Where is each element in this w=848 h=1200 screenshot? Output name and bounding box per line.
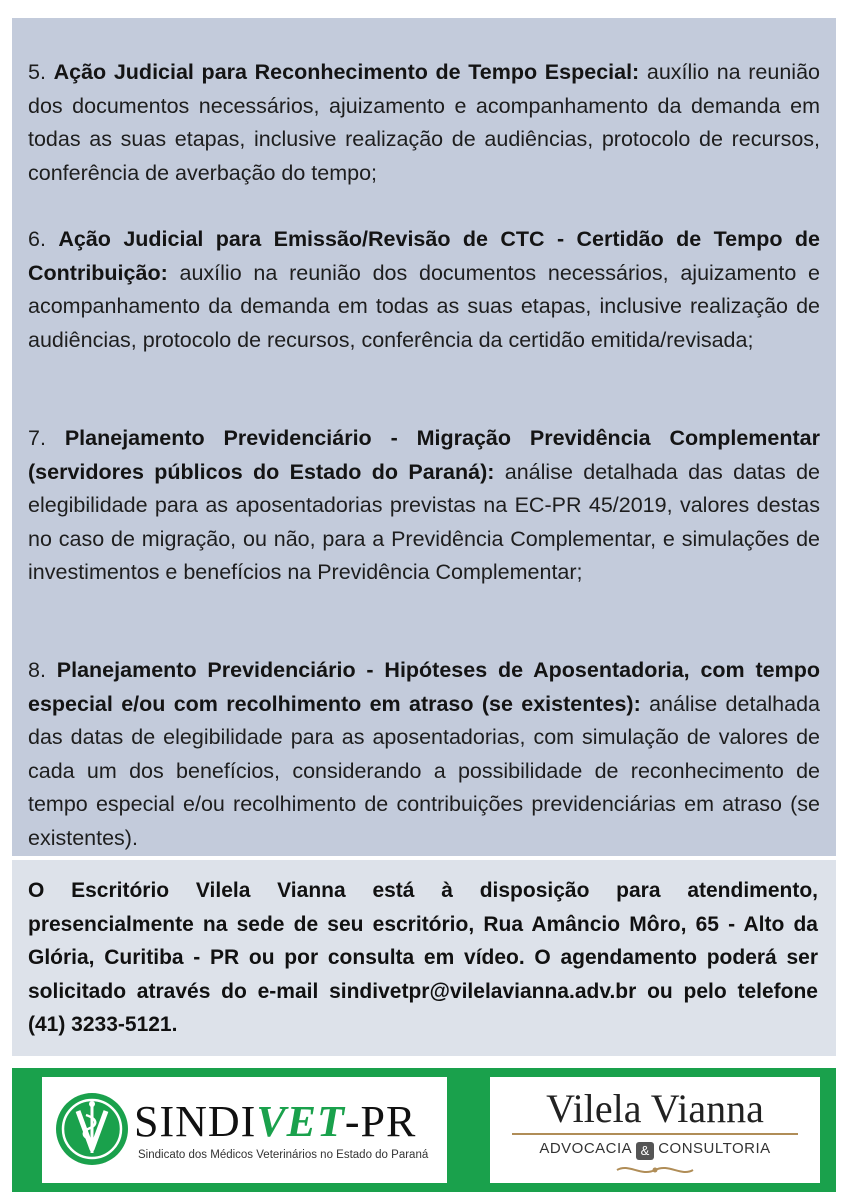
- services-panel: [12, 18, 836, 856]
- item-title: Planejamento Previdenciário - Hipóteses de Aposentadoria, com tempo especial e/ou com recolhimento em atraso (se existentes):: [28, 658, 820, 716]
- flourish-icon: [615, 1163, 695, 1177]
- vilela-vianna-subtitle: ADVOCACIA & CONSULTORIA: [539, 1140, 771, 1158]
- contact-text: O Escritório Vilela Vianna está à disposição para atendimento, presencialmente na sede de seu escritório, Rua Amâncio Môro, 65 - Alto da Glória, Curitiba - PR ou por consulta em vídeo. O agendamento poderá ser solicitado através do e-mail sindivetpr@vilelavianna.adv.br ou pelo telefone (41) 3233-5121.: [28, 879, 818, 1036]
- item-title: Ação Judicial para Reconhecimento de Tempo Especial:: [53, 60, 640, 84]
- footer-logos: [12, 1068, 836, 1192]
- ampersand-icon: &: [636, 1142, 654, 1160]
- sindivet-name: SINDIVET-PR: [134, 1097, 417, 1146]
- caduceus-emblem-icon: [54, 1091, 130, 1167]
- service-item-8: [28, 654, 820, 855]
- vilela-vianna-logo: [490, 1077, 820, 1183]
- item-text: análise detalhada das datas de elegibilidade para as aposentadorias previstas na EC-PR 45/2019, valores destas no caso de migração, ou não, para a Previdência Complementar, e simulações de investimentos e benefícios na Previdência Complementar;: [28, 459, 820, 584]
- service-item-6: [28, 223, 820, 357]
- item-title: Planejamento Previdenciário - Migração Previdência Complementar (servidores públicos do Estado do Paraná):: [28, 426, 820, 484]
- sindivet-logo: [42, 1077, 447, 1183]
- item-text: análise detalhada das datas de elegibilidade para as aposentadorias, com simulação de valores de cada um dos benefícios, considerando a possibilidade de reconhecimento de tempo especial e/ou recolhimento de contribuições previdenciárias em atraso (se existentes).: [28, 691, 821, 850]
- item-text: auxílio na reunião dos documentos necessários, ajuizamento e acompanhamento da demanda em todas as suas etapas, inclusive realização de audiências, protocolo de recursos, conferência de averbação do tempo;: [28, 60, 820, 185]
- contact-panel: [12, 860, 836, 1056]
- divider: [512, 1133, 798, 1135]
- item-number: 6.: [28, 227, 46, 251]
- item-number: 5.: [28, 60, 46, 84]
- item-number: 7.: [28, 426, 46, 450]
- service-item-5: [28, 56, 820, 190]
- item-title: Ação Judicial para Emissão/Revisão de CTC - Certidão de Tempo de Contribuição:: [28, 227, 820, 285]
- service-item-7: [28, 422, 820, 590]
- sindivet-subtitle: Sindicato dos Médicos Veterinários no Estado do Paraná: [138, 1149, 429, 1161]
- vilela-vianna-name: Vilela Vianna: [546, 1086, 764, 1131]
- item-number: 8.: [28, 658, 46, 682]
- item-text: auxílio na reunião dos documentos necessários, ajuizamento e acompanhamento da demanda em todas as suas etapas, inclusive realização de audiências, protocolo de recursos, conferência da certidão emitida/revisada;: [28, 260, 820, 352]
